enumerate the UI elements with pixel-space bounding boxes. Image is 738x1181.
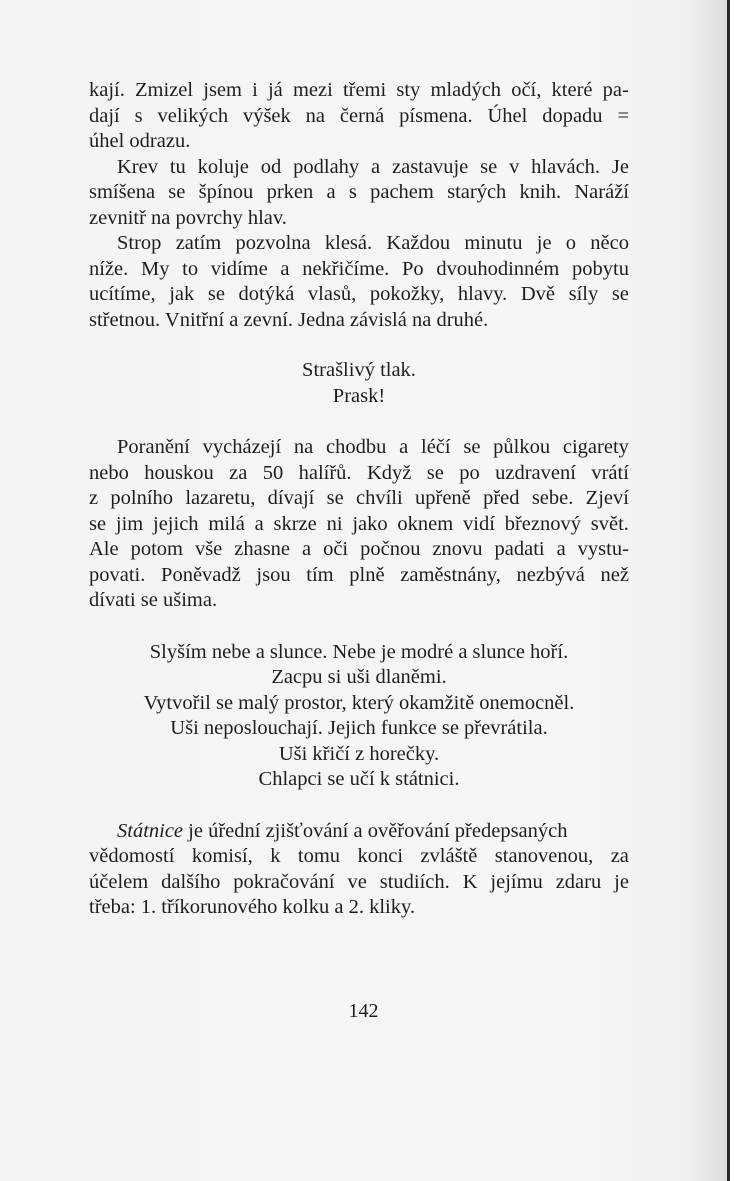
paragraph-5 (89, 819, 629, 921)
centered-line: Uši neposlouchají. Jejich funkce se převrátila. (170, 717, 548, 739)
text-line: níže. My to vidíme a nekřičíme. Po dvouhodinném pobytu (89, 257, 629, 280)
text-line: Krev tu koluje od podlahy a zastavuje se v hlavách. Je (117, 155, 629, 178)
text-line: třeba: 1. tříkorunového kolku a 2. kliky. (89, 896, 416, 918)
centered-line: Slyším nebe a slunce. Nebe je modré a slunce hoří. (149, 640, 569, 663)
text-line: ucítíme, jak se dotýká vlasů, pokožky, hlavy. Dvě síly se (89, 283, 629, 305)
paragraph-2 (89, 155, 629, 232)
centered-line: Vytvořil se malý prostor, který okamžitě onemocněl. (143, 691, 575, 714)
text-line: z polního lazaretu, dívají se chvíli upřeně před sebe. Zjeví (89, 487, 629, 509)
text-line: úhel odrazu. (89, 130, 191, 152)
paragraph-4 (89, 435, 629, 614)
centered-line: Prask! (332, 384, 386, 407)
centered-line: Zacpu si uši dlaněmi. (271, 666, 447, 688)
italic-term: Státnice (117, 819, 184, 842)
page-number: 142 (348, 1000, 379, 1022)
centered-line: Uši křičí z horečky. (278, 742, 440, 765)
text-line: nebo houskou za 50 halířů. Když se po uzdravení vrátí (89, 461, 629, 484)
paragraph-1 (89, 78, 629, 155)
text-line: střetnou. Vnitřní a zevní. Jedna závislá na druhé. (89, 308, 489, 331)
text-line (89, 819, 629, 845)
centered-line: Strašlivý tlak. (302, 359, 416, 381)
text-line: Poranění vycházejí na chodbu a léčí se půlkou cigarety (117, 436, 629, 458)
centered-verse (89, 640, 629, 793)
text-line: účelem dalšího pokračování ve studiích. K jejímu zdaru je (89, 870, 629, 893)
text-line: zevnitř na povrchy hlav. (89, 206, 287, 229)
text-line: dají s velikých výšek na černá písmena. Úhel dopadu = (89, 104, 629, 127)
page-body (89, 78, 629, 921)
text-line: Strop zatím pozvolna klesá. Každou minutu je o něco (117, 232, 629, 254)
text-line: Ale potom vše zhasne a oči počnou znovu padati a vystu- (89, 538, 629, 560)
text-line: kají. Zmizel jsem i já mezi třemi sty mladých očí, které pa- (89, 79, 629, 101)
text-line: smíšena se špínou prken a s pachem starých knih. Naráží (89, 181, 629, 203)
text-line: se jim jejich milá a skrze ni jako oknem vidí březnový svět. (89, 512, 629, 535)
text-fragment: je úřední zjišťování a ověřování předepsaných (183, 819, 568, 842)
text-line: vědomostí komisí, k tomu konci zvláště stanovenou, za (89, 845, 629, 867)
text-line: povati. Poněvadž jsou tím plně zaměstnány, nezbývá než (89, 563, 629, 586)
centered-line: Chlapci se učí k státnici. (258, 768, 460, 790)
paragraph-3 (89, 231, 629, 333)
scan-margin (730, 0, 738, 1181)
text-line: dívati se ušima. (89, 589, 218, 611)
centered-exclamation (89, 358, 629, 409)
